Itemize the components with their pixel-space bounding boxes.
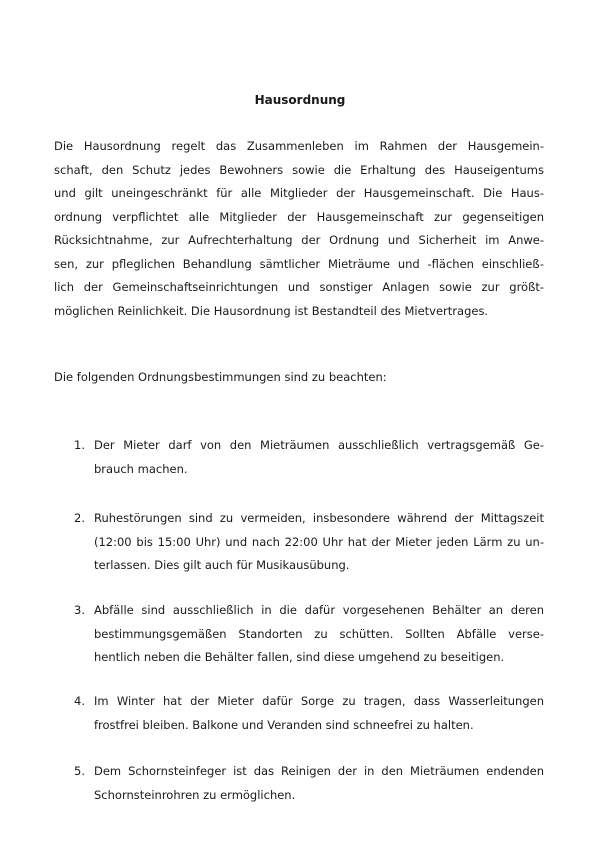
rule-line: (12:00 bis 15:00 Uhr) und nach 22:00 Uhr hat der Mieter jeden Lärm zu un- (94, 534, 544, 549)
intro-line: ordnung verpflichtet alle Mitglieder der Hausgemeinschaft zur gegenseitigen (54, 209, 544, 224)
intro-line: und gilt uneingeschränkt für alle Mitglieder der Hausgemeinschaft. Die Haus- (54, 186, 544, 200)
rule-line: terlassen. Dies gilt auch für Musikausübung. (94, 558, 350, 572)
rule-line: bestimmungsgemäßen Standorten zu schütten. Sollten Abfälle verse- (94, 626, 544, 641)
rule-number: 4. (74, 694, 85, 708)
rules-lead-text: Die folgenden Ordnungsbestimmungen sind zu beachten: (54, 370, 387, 384)
rule-line: frostfrei bleiben. Balkone und Veranden sind schneefrei zu halten. (94, 717, 474, 732)
rule-number: 3. (74, 603, 85, 617)
intro-line: möglichen Reinlichkeit. Die Hausordnung ist Bestandteil des Mietvertrages. (54, 303, 489, 318)
rule-line: hentlich neben die Behälter fallen, sind diese umgehend zu beseitigen. (94, 650, 505, 664)
rule-line: Abfälle sind ausschließlich in die dafür vorgesehenen Behälter an deren (94, 603, 544, 617)
rule-text (94, 760, 544, 807)
rule-line: brauch machen. (94, 461, 188, 476)
rule-line: Im Winter hat der Mieter dafür Sorge zu tragen, dass Wasserleitungen (94, 694, 544, 708)
intro-line: sen, zur pfleglichen Behandlung sämtlicher Mieträume und -flächen einschließ- (54, 256, 544, 271)
rule-number: 1. (74, 438, 85, 452)
rule-text (94, 507, 544, 578)
intro-line: lich der Gemeinschaftseinrichtungen und sonstiger Anlagen sowie zur größt- (54, 280, 544, 294)
rule-number: 2. (74, 511, 85, 525)
rule-text (94, 434, 544, 481)
intro-line: Rücksichtnahme, zur Aufrechterhaltung der Ordnung und Sicherheit im Anwe- (54, 233, 544, 247)
intro-line: schaft, den Schutz jedes Bewohners sowie die Erhaltung des Hauseigentums (54, 162, 544, 177)
rule-line: Schornsteinrohren zu ermöglichen. (94, 787, 296, 802)
rule-line: Der Mieter darf von den Mieträumen ausschließlich vertragsgemäß Ge- (94, 438, 544, 452)
rule-line: Ruhestörungen sind zu vermeiden, insbesondere während der Mittagszeit (94, 511, 544, 525)
intro-line: Die Hausordnung regelt das Zusammenleben im Rahmen der Hausgemein- (54, 139, 544, 153)
document-title: Hausordnung (254, 93, 346, 107)
rule-number: 5. (74, 764, 85, 778)
intro-paragraph (54, 135, 544, 323)
rule-line: Dem Schornsteinfeger ist das Reinigen der in den Mieträumen endenden (94, 764, 544, 778)
rule-text (94, 599, 544, 670)
rule-text (94, 690, 544, 737)
